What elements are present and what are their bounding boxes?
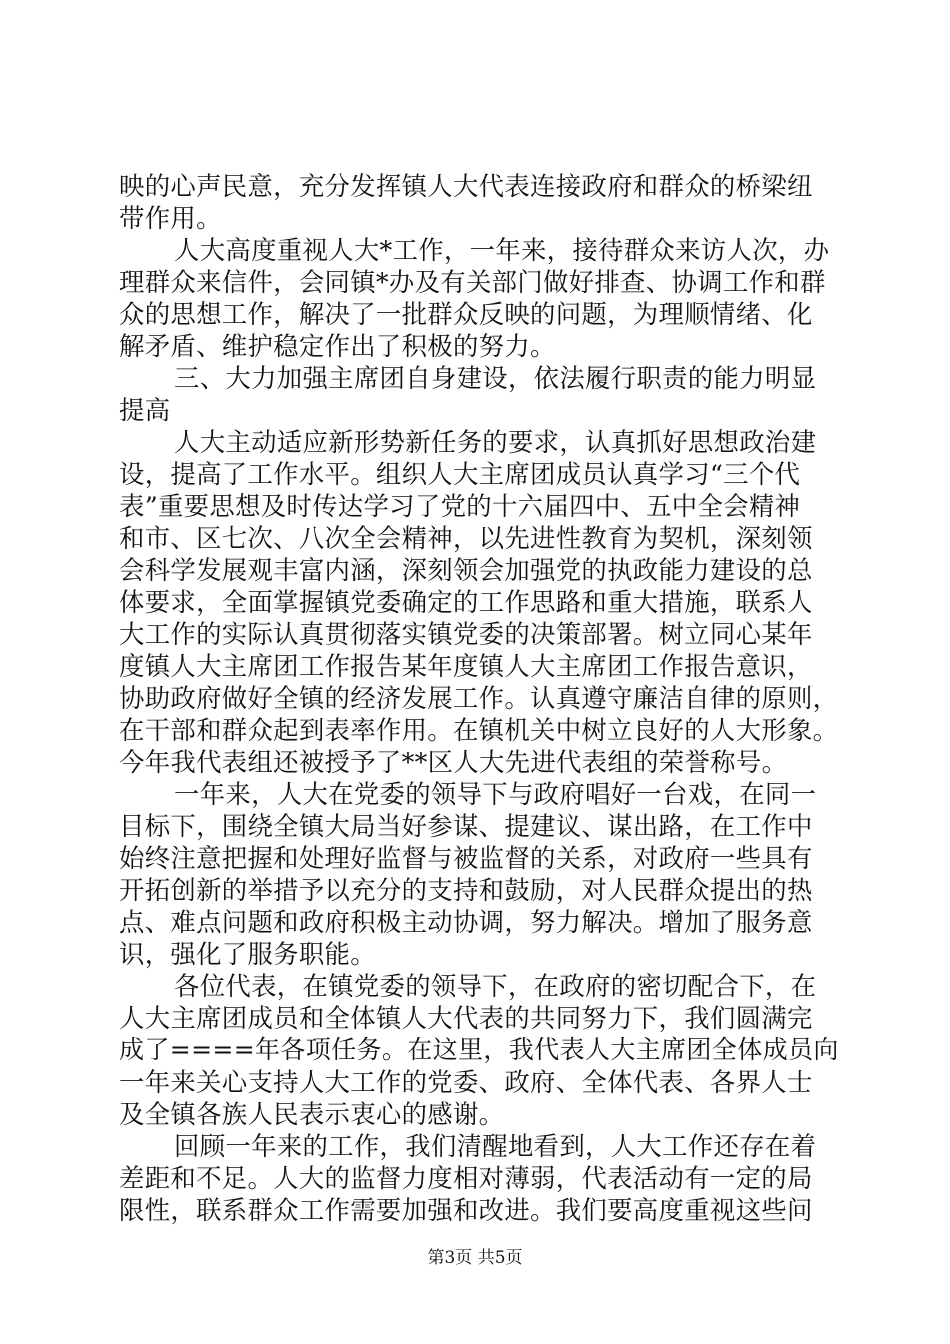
paragraph-start-line: 一年来，人大在党委的领导下与政府唱好一台戏，在同一 <box>174 779 817 809</box>
text-line: 识，强化了服务职能。 <box>119 939 376 969</box>
text-line: 和市、区七次、八次全会精神，以先进性教育为契机，深刻领 <box>119 523 813 553</box>
paragraph-start-line: 人大高度重视人大*工作，一年来，接待群众来访人次，办 <box>174 235 830 265</box>
text-line: 今年我代表组还被授予了**区人大先进代表组的荣誉称号。 <box>119 747 788 777</box>
text-line: 人大主席团成员和全体镇人大代表的共同努力下，我们圆满完 <box>119 1003 813 1033</box>
text-line: 点、难点问题和政府积极主动协调，努力解决。增加了服务意 <box>119 907 813 937</box>
text-line: 差距和不足。人大的监督力度相对薄弱，代表活动有一定的局 <box>119 1163 813 1193</box>
document-body <box>119 170 839 1226</box>
section-heading-line: 三、大力加强主席团自身建设，依法履行职责的能力明显 <box>174 363 817 393</box>
text-line: 在干部和群众起到表率作用。在镇机关中树立良好的人大形象。 <box>119 715 839 745</box>
text-line: 一年来关心支持人大工作的党委、政府、全体代表、各界人士 <box>119 1067 813 1097</box>
text-line: 带作用。 <box>119 203 222 233</box>
text-line: 目标下，围绕全镇大局当好参谋、提建议、谋出路，在工作中 <box>119 811 813 841</box>
text-line: 度镇人大主席团工作报告某年度镇人大主席团工作报告意识， <box>119 651 813 681</box>
text-line: 成了====年各项任务。在这里，我代表人大主席团全体成员向 <box>119 1035 839 1064</box>
text-line: 众的思想工作，解决了一批群众反映的问题，为理顺情绪、化 <box>119 299 813 329</box>
text-line: 及全镇各族人民表示衷心的感谢。 <box>119 1099 505 1129</box>
text-line: 限性，联系群众工作需要加强和改进。我们要高度重视这些问 <box>119 1195 813 1225</box>
paragraph-start-line: 回顾一年来的工作，我们清醒地看到，人大工作还存在着 <box>174 1131 817 1161</box>
section-heading-line: 提高 <box>119 395 171 425</box>
text-line: 解矛盾、维护稳定作出了积极的努力。 <box>119 331 556 361</box>
text-line: 大工作的实际认真贯彻落实镇党委的决策部署。树立同心某年 <box>119 619 813 649</box>
text-line: 始终注意把握和处理好监督与被监督的关系，对政府一些具有 <box>119 843 813 873</box>
paragraph-start-line: 各位代表，在镇党委的领导下，在政府的密切配合下，在 <box>174 971 817 1001</box>
page-number-footer: 第3页 共5页 <box>427 1248 523 1268</box>
text-line: 会科学发展观丰富内涵，深刻领会加强党的执政能力建设的总 <box>119 555 813 585</box>
text-line: 表”重要思想及时传达学习了党的十六届四中、五中全会精神 <box>119 491 801 521</box>
text-line: 体要求，全面掌握镇党委确定的工作思路和重大措施，联系人 <box>119 587 813 617</box>
text-line: 映的心声民意，充分发挥镇人大代表连接政府和群众的桥梁纽 <box>119 171 813 201</box>
paragraph-start-line: 人大主动适应新形势新任务的要求，认真抓好思想政治建 <box>174 427 817 457</box>
text-line: 协助政府做好全镇的经济发展工作。认真遵守廉洁自律的原则， <box>119 683 839 713</box>
text-line: 理群众来信件，会同镇*办及有关部门做好排查、协调工作和群 <box>119 267 826 297</box>
text-line: 开拓创新的举措予以充分的支持和鼓励，对人民群众提出的热 <box>119 875 813 905</box>
text-line: 设，提高了工作水平。组织人大主席团成员认真学习“三个代 <box>119 459 801 489</box>
